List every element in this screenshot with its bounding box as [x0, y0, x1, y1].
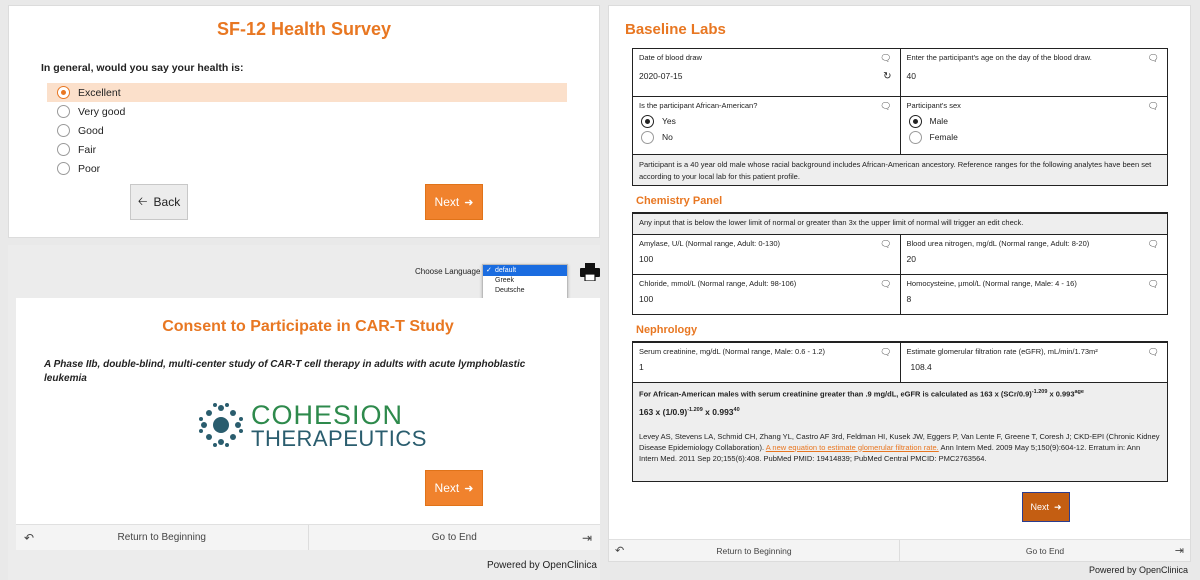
refresh-icon[interactable]: ↻: [883, 71, 892, 82]
labs-next-button[interactable]: Next ➜: [1022, 492, 1070, 522]
homocysteine-cell: Homocysteine, µmol/L (Normal range, Male: 4 - 16) 8 🗨: [901, 275, 1169, 315]
consent-subtitle: A Phase IIb, double-blind, multi-center study of CAR-T cell therapy in adults with acute lymphoblastic leukemia: [44, 359, 526, 384]
return-arrow-icon: ↶: [615, 545, 625, 557]
nephrology-form: [632, 341, 1168, 482]
option-no[interactable]: No: [639, 129, 894, 145]
option-fair[interactable]: Fair: [47, 140, 567, 159]
comment-icon[interactable]: 🗨: [1147, 347, 1159, 357]
comment-icon[interactable]: 🗨: [1147, 239, 1159, 249]
radio-icon[interactable]: [909, 131, 922, 144]
go-to-end-button[interactable]: Go to End ⇥: [899, 540, 1190, 561]
arrow-left-icon: 🡠: [137, 193, 148, 208]
homocysteine-field[interactable]: 8: [906, 294, 912, 304]
egfr-cell: Estimate glomerular filtration rate (eGFR), mL/min/1.73m² 108.4 🗨: [901, 343, 1169, 383]
amylase-field[interactable]: 100: [639, 254, 654, 264]
health-options: [47, 83, 567, 178]
age-field[interactable]: 40: [906, 71, 916, 81]
chemistry-panel-title: Chemistry Panel: [636, 195, 723, 207]
end-arrow-icon: ⇥: [1174, 545, 1184, 557]
date-field[interactable]: 2020-07-15: [639, 71, 683, 81]
go-to-end-button[interactable]: Go to End ⇥: [308, 525, 601, 550]
logo-mark-icon: [196, 400, 246, 450]
nephrology-title: Nephrology: [636, 324, 698, 336]
creatinine-field[interactable]: 1: [639, 362, 644, 372]
option-excellent[interactable]: Excellent: [47, 83, 567, 102]
return-to-beginning-button[interactable]: ↶ Return to Beginning: [615, 545, 792, 557]
radio-selected-icon[interactable]: [641, 115, 654, 128]
consent-title: Consent to Participate in CAR-T Study: [162, 318, 454, 335]
option-female[interactable]: Female: [907, 129, 1162, 145]
choose-language-label: Choose Language: [415, 267, 481, 276]
citation: Levey AS, Stevens LA, Schmid CH, Zhang YL, Castro AF 3rd, Feldman HI, Kusek JW, Eggers P, Van Lente F, Greene T, Coresh J; CKD-EPI (Chronic Kidney Disease Epidemiology Collaboration). A new equation to estimate glomerular filtration rate. Ann Intern Med. 2009 May 5;150(9):604-12. Erratum in: Ann Intern Med. 2011 Sep 20;155(6):408. PubMed PMID: 19414839; PubMed Central PMCID: PMC2763564.: [639, 431, 1160, 463]
powered-by: Powered by OpenClinica: [486, 560, 597, 571]
survey-question: In general, would you say your health is:: [41, 62, 244, 74]
labs-title: Baseline Labs: [625, 21, 726, 38]
radio-icon[interactable]: [57, 124, 70, 137]
back-button[interactable]: 🡠 Back: [130, 184, 188, 220]
comment-icon[interactable]: 🗨: [880, 279, 892, 289]
radio-selected-icon[interactable]: [57, 86, 70, 99]
date-cell: Date of blood draw 2020-07-15 🗨 ↻: [632, 49, 901, 97]
next-button[interactable]: Next ➜: [425, 184, 483, 220]
labs-powered-by: Powered by OpenClinica: [1088, 565, 1188, 575]
radio-icon[interactable]: [57, 162, 70, 175]
survey-panel: [8, 5, 600, 238]
consent-panel: [8, 245, 600, 580]
radio-icon[interactable]: [641, 131, 654, 144]
bun-field[interactable]: 20: [906, 254, 916, 264]
formula-line-1: For African-American males with serum creatinine greater than .9 mg/dL, eGFR is calculated as 163 x $(SCr/0.9)^{-1.209}$ x 0.993$^{age}$: [639, 389, 1084, 399]
survey-title: SF-12 Health Survey: [216, 19, 392, 39]
african-american-cell: Is the participant African-American? Yes No 🗨: [632, 97, 901, 155]
arrow-right-icon: ➜: [1053, 501, 1062, 512]
option-good[interactable]: Good: [47, 121, 567, 140]
labs-panel: [608, 5, 1191, 562]
end-arrow-icon: ⇥: [581, 530, 592, 545]
radio-selected-icon[interactable]: [909, 115, 922, 128]
comment-icon[interactable]: 🗨: [880, 347, 892, 357]
sex-cell: Participant's sex Male Female 🗨: [901, 97, 1169, 155]
profile-note: Participant is a 40 year old male whose racial background includes African-American ancestory. Reference ranges for the following analytes have been set according to your local lab for this patient profile.: [632, 155, 1168, 186]
option-poor[interactable]: Poor: [47, 159, 567, 178]
option-very-good[interactable]: Very good: [47, 102, 567, 121]
radio-icon[interactable]: [57, 143, 70, 156]
option-male[interactable]: Male: [907, 113, 1162, 129]
consent-card: [16, 298, 600, 550]
logo-text-line1: COHESION: [251, 400, 404, 430]
egfr-field[interactable]: 108.4: [910, 362, 932, 372]
egfr-formula-note: [632, 383, 1168, 482]
formula-line-2: 163 x $(1/0.9)^{-1.209}$ x 0.993$^{40}$: [639, 406, 740, 417]
language-option-deutsche[interactable]: Deutsche: [495, 287, 525, 294]
consent-footer: [16, 524, 600, 550]
chemistry-form: [632, 212, 1168, 315]
bun-cell: Blood urea nitrogen, mg/dL (Normal range, Adult: 8-20) 20 🗨: [901, 235, 1169, 275]
arrow-right-icon: ➜: [464, 196, 474, 209]
return-arrow-icon: ↶: [24, 530, 35, 545]
chloride-field[interactable]: 100: [639, 294, 654, 304]
comment-icon[interactable]: 🗨: [1147, 53, 1159, 63]
creatinine-cell: Serum creatinine, mg/dL (Normal range, Male: 0.6 - 1.2) 1 🗨: [632, 343, 901, 383]
citation-link[interactable]: A new equation to estimate glomerular filtration rate.: [765, 442, 939, 452]
option-yes[interactable]: Yes: [639, 113, 894, 129]
comment-icon[interactable]: 🗨: [880, 101, 892, 111]
language-option-default[interactable]: ✓ default: [483, 265, 567, 276]
arrow-right-icon: ➜: [464, 482, 474, 495]
cohesion-logo: [196, 400, 426, 452]
amylase-cell: Amylase, U/L (Normal range, Adult: 0-130) 100 🗨: [632, 235, 901, 275]
labs-form: [632, 48, 1168, 186]
printer-icon[interactable]: [580, 263, 600, 281]
chemistry-note: Any input that is below the lower limit of normal or greater than 3x the upper limit of normal will trigger an edit check.: [632, 214, 1168, 235]
chloride-cell: Chloride, mmol/L (Normal range, Adult: 98-106) 100 🗨: [632, 275, 901, 315]
radio-icon[interactable]: [57, 105, 70, 118]
logo-text-line2: THERAPEUTICS: [251, 426, 427, 451]
comment-icon[interactable]: 🗨: [1147, 101, 1159, 111]
consent-next-button[interactable]: Next ➜: [425, 470, 483, 506]
comment-icon[interactable]: 🗨: [880, 239, 892, 249]
checkmark-icon: ✓: [486, 267, 492, 274]
language-option-greek[interactable]: Greek: [495, 277, 515, 284]
labs-footer: [609, 539, 1190, 561]
comment-icon[interactable]: 🗨: [1147, 279, 1159, 289]
age-cell: Enter the participant's age on the day of the blood draw. 40 🗨: [901, 49, 1169, 97]
return-to-beginning-button[interactable]: ↶ Return to Beginning: [24, 530, 206, 545]
comment-icon[interactable]: 🗨: [880, 53, 892, 63]
